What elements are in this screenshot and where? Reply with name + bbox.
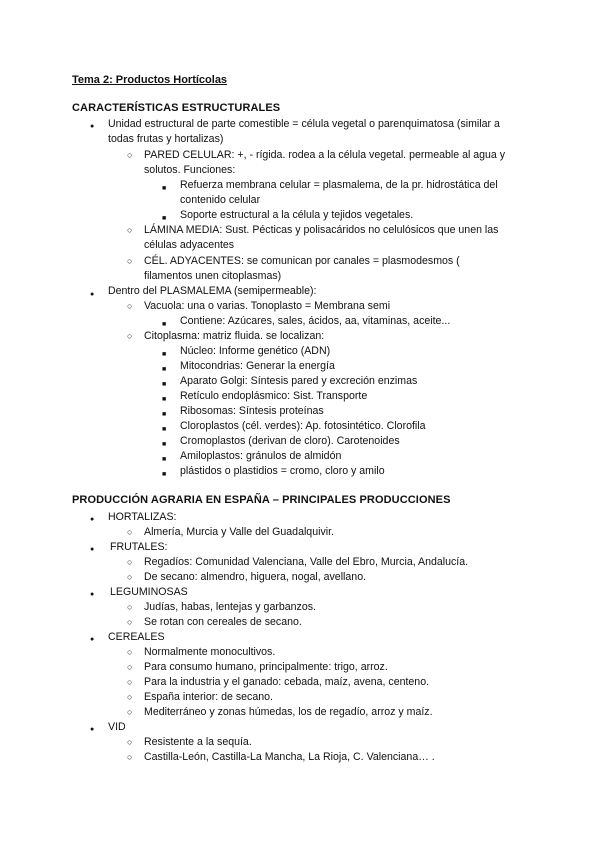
- list-item: Mitocondrias: Generar la energía: [180, 360, 335, 372]
- list-item-continuation: células adyacentes: [144, 239, 235, 251]
- list-item: Resistente a la sequía.: [144, 736, 252, 748]
- list-item: Castilla-León, Castilla-La Mancha, La Rioja, C. Valenciana… .: [144, 751, 435, 763]
- bullet-circle-icon: [127, 647, 132, 657]
- list-item: Normalmente monocultivos.: [144, 646, 276, 658]
- list-item: Para consumo humano, principalmente: trigo, arroz.: [144, 661, 388, 673]
- bullet-circle-icon: [127, 752, 132, 762]
- bullet-circle-icon: [127, 662, 132, 672]
- list-item: Cloroplastos (cél. verdes): Ap. fotosintético. Clorofila: [180, 420, 426, 432]
- list-item: VID: [108, 721, 126, 733]
- bullet-circle-icon: [127, 150, 132, 160]
- list-item: Citoplasma: matriz fluida. se localizan:: [144, 330, 325, 342]
- list-item: Contiene: Azúcares, sales, ácidos, aa, vitaminas, aceite...: [180, 315, 451, 327]
- bullet-square-icon: [162, 318, 166, 328]
- bullet-disc-icon: [90, 288, 94, 298]
- bullet-square-icon: [162, 363, 166, 373]
- bullet-disc-icon: [90, 588, 94, 598]
- list-item: Retículo endoplásmico: Sist. Transporte: [180, 390, 368, 402]
- bullet-disc-icon: [90, 543, 94, 553]
- bullet-circle-icon: [127, 331, 132, 341]
- bullet-circle-icon: [127, 557, 132, 567]
- list-item: Para la industria y el ganado: cebada, maíz, avena, centeno.: [144, 676, 430, 688]
- bullet-disc-icon: [90, 723, 94, 733]
- list-item-continuation: filamentos unen citoplasmas): [144, 270, 282, 282]
- bullet-circle-icon: [127, 602, 132, 612]
- list-item: Dentro del PLASMALEMA (semipermeable):: [108, 285, 317, 297]
- list-item: PARED CELULAR: +, - rígida. rodea a la célula vegetal. permeable al agua y: [144, 149, 506, 161]
- bullet-disc-icon: [90, 513, 94, 523]
- list-item: Mediterráneo y zonas húmedas, los de regadío, arroz y maíz.: [144, 706, 433, 718]
- bullet-square-icon: [162, 182, 166, 192]
- list-item: Regadíos: Comunidad Valenciana, Valle del Ebro, Murcia, Andalucía.: [144, 556, 469, 568]
- list-item: Refuerza membrana celular = plasmalema, de la pr. hidrostática del: [180, 179, 498, 191]
- bullet-circle-icon: [127, 707, 132, 717]
- list-item: Unidad estructural de parte comestible = célula vegetal o parenquimatosa (similar a: [108, 118, 500, 130]
- list-item: Vacuola: una o varias. Tonoplasto = Membrana semi: [144, 300, 391, 312]
- document-title: Tema 2: Productos Hortícolas: [72, 74, 228, 86]
- section-heading: CARACTERÍSTICAS ESTRUCTURALES: [72, 102, 281, 114]
- list-item: Cromoplastos (derivan de cloro). Carotenoides: [180, 435, 400, 447]
- list-item: LEGUMINOSAS: [110, 586, 188, 598]
- list-item: Núcleo: Informe genético (ADN): [180, 345, 331, 357]
- bullet-disc-icon: [90, 633, 94, 643]
- bullet-square-icon: [162, 393, 166, 403]
- list-item: LÁMINA MEDIA: Sust. Pécticas y polisacáridos no celulósicos que unen las: [144, 224, 499, 236]
- bullet-square-icon: [162, 468, 166, 478]
- bullet-circle-icon: [127, 572, 132, 582]
- bullet-circle-icon: [127, 256, 132, 266]
- bullet-circle-icon: [127, 617, 132, 627]
- list-item-continuation: todas frutas y hortalizas): [108, 133, 224, 145]
- list-item: España interior: de secano.: [144, 691, 273, 703]
- list-item: Ribosomas: Síntesis proteínas: [180, 405, 324, 417]
- bullet-disc-icon: [90, 120, 94, 130]
- bullet-circle-icon: [127, 677, 132, 687]
- bullet-circle-icon: [127, 692, 132, 702]
- bullet-square-icon: [162, 438, 166, 448]
- bullet-square-icon: [162, 378, 166, 388]
- list-item: HORTALIZAS:: [108, 511, 177, 523]
- list-item: De secano: almendro, higuera, nogal, avellano.: [144, 571, 367, 583]
- list-item: CÉL. ADYACENTES: se comunican por canales = plasmodesmos (: [144, 255, 460, 267]
- list-item: Se rotan con cereales de secano.: [144, 616, 302, 628]
- bullet-square-icon: [162, 423, 166, 433]
- bullet-circle-icon: [127, 225, 132, 235]
- list-item: FRUTALES:: [110, 541, 168, 553]
- list-item: Amiloplastos: gránulos de almidón: [180, 450, 342, 462]
- bullet-square-icon: [162, 212, 166, 222]
- bullet-circle-icon: [127, 527, 132, 537]
- list-item: CEREALES: [108, 631, 165, 643]
- list-item: plástidos o plastidios = cromo, cloro y amilo: [180, 465, 385, 477]
- list-item: Aparato Golgi: Síntesis pared y excreción enzimas: [180, 375, 418, 387]
- list-item-continuation: solutos. Funciones:: [144, 164, 236, 176]
- list-item: Almería, Murcia y Valle del Guadalquivir.: [144, 526, 334, 538]
- section-heading: PRODUCCIÓN AGRARIA EN ESPAÑA – PRINCIPALES PRODUCCIONES: [72, 494, 451, 506]
- list-item-continuation: contenido celular: [180, 194, 261, 206]
- bullet-circle-icon: [127, 737, 132, 747]
- bullet-square-icon: [162, 348, 166, 358]
- list-item: Soporte estructural a la célula y tejidos vegetales.: [180, 209, 414, 221]
- list-item: Judías, habas, lentejas y garbanzos.: [144, 601, 316, 613]
- bullet-square-icon: [162, 453, 166, 463]
- bullet-square-icon: [162, 408, 166, 418]
- bullet-circle-icon: [127, 301, 132, 311]
